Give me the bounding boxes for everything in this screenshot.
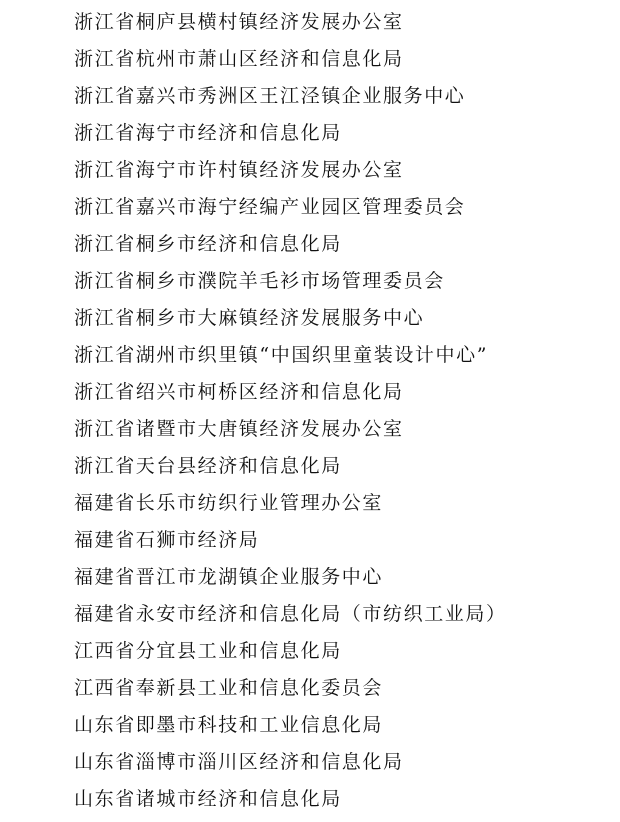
list-item: 浙江省海宁市经济和信息化局 [74, 122, 342, 144]
list-item: 浙江省桐乡市濮院羊毛衫市场管理委员会 [74, 270, 445, 292]
list-item: 福建省永安市经济和信息化局（市纺织工业局） [74, 603, 507, 625]
list-item: 浙江省天台县经济和信息化局 [74, 455, 342, 477]
list-item: 浙江省湖州市织里镇“中国织里童装设计中心” [74, 344, 489, 366]
list-item: 浙江省杭州市萧山区经济和信息化局 [74, 48, 404, 70]
list-item: 浙江省嘉兴市海宁经编产业园区管理委员会 [74, 196, 466, 218]
list-item: 浙江省桐乡市大麻镇经济发展服务中心 [74, 307, 425, 329]
list-item: 浙江省嘉兴市秀洲区王江泾镇企业服务中心 [74, 85, 466, 107]
list-item: 江西省奉新县工业和信息化委员会 [74, 677, 384, 699]
list-item: 江西省分宜县工业和信息化局 [74, 640, 342, 662]
list-item: 山东省淄博市淄川区经济和信息化局 [74, 751, 404, 773]
list-item: 山东省诸城市经济和信息化局 [74, 788, 342, 810]
list-item: 浙江省诸暨市大唐镇经济发展办公室 [74, 418, 404, 440]
list-item: 福建省晋江市龙湖镇企业服务中心 [74, 566, 384, 588]
list-item: 浙江省桐庐县横村镇经济发展办公室 [74, 11, 404, 33]
list-item: 浙江省桐乡市经济和信息化局 [74, 233, 342, 255]
list-item: 浙江省绍兴市柯桥区经济和信息化局 [74, 381, 404, 403]
list-item: 福建省石狮市经济局 [74, 529, 260, 551]
list-item: 浙江省海宁市许村镇经济发展办公室 [74, 159, 404, 181]
list-item: 山东省即墨市科技和工业信息化局 [74, 714, 384, 736]
list-item: 福建省长乐市纺织行业管理办公室 [74, 492, 384, 514]
